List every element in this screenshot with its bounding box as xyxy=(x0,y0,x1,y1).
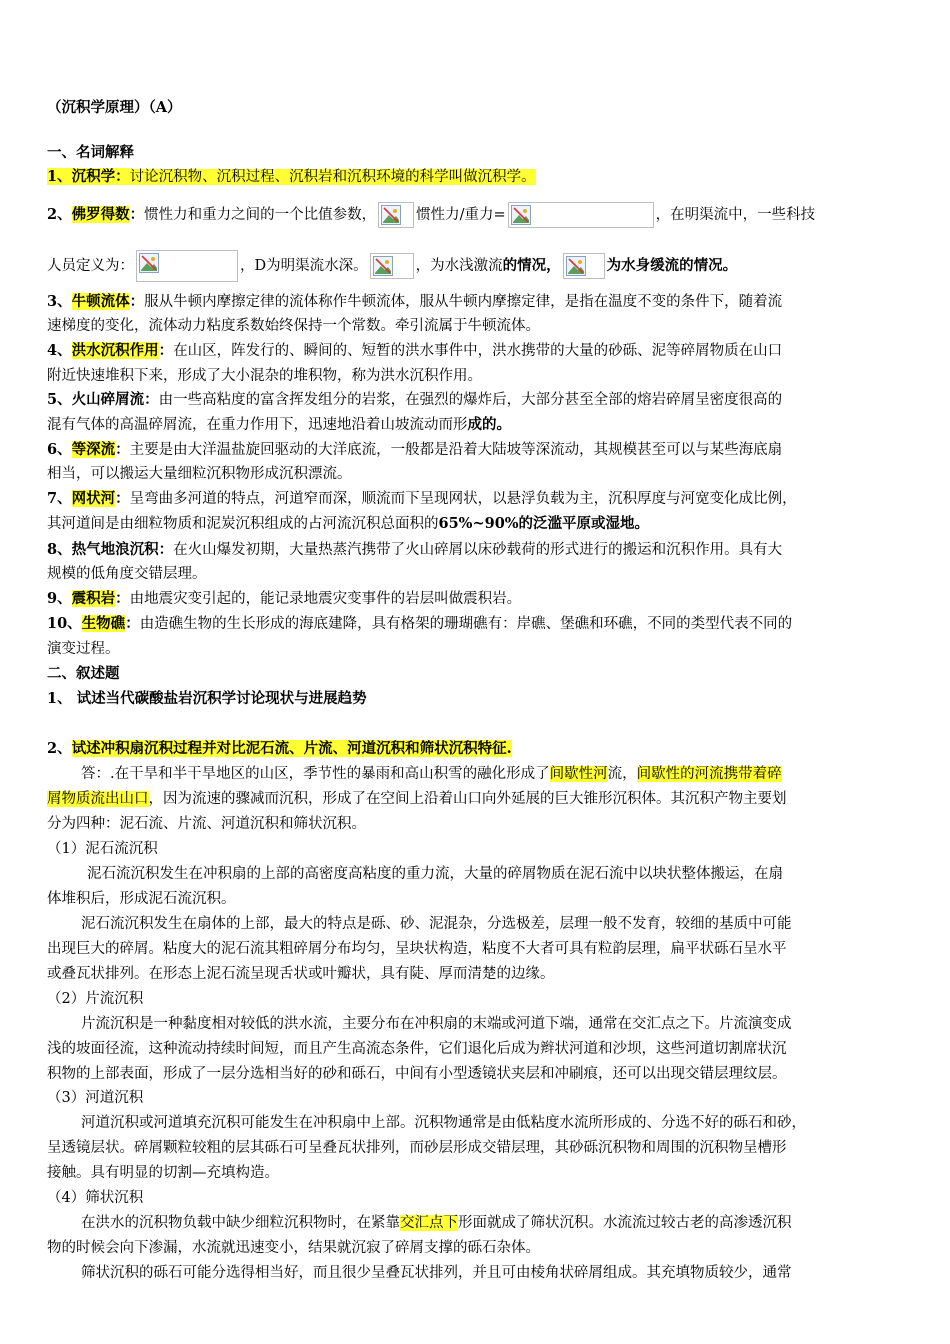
broken-image-icon xyxy=(373,256,393,276)
paragraph-line: 呈透镜层状。碎屑颗粒较粗的层其砾石可呈叠瓦状排列，而砂层形成交错层理，其砂砾沉积物和周围的沉积物呈槽形 xyxy=(47,1140,787,1156)
term-definition-8: 为水身缓流的情况。 xyxy=(606,257,738,274)
term-name: 沉积学： xyxy=(71,168,130,185)
term-definition: 惯性力和重力之间的一个比值参数， xyxy=(144,207,377,223)
section-heading-essay: 二、叙述题 xyxy=(47,665,120,682)
term-definition: 服从牛顿内摩擦定律的流体称作牛顿流体，服从牛顿内摩擦定律，是指在温度不变的条件下，随着流 xyxy=(144,294,783,310)
term-10-line-1 xyxy=(47,612,908,636)
paragraph-line xyxy=(47,1211,908,1235)
term-8-line-2: 规模的低角度交错层理。 xyxy=(47,566,207,582)
paragraph-line: 接触。具有明显的切割—充填构造。 xyxy=(47,1165,279,1181)
term-definition-bold: 成的。 xyxy=(467,416,511,433)
term-9 xyxy=(47,587,908,611)
term-definition: 呈弯曲多河道的特点，河道窄而深，顺流而下呈现网状，以悬浮负载为主，沉积厚度与河宽变化成比例， xyxy=(129,491,797,507)
term-name: 生物礁 xyxy=(81,615,126,632)
term-definition: 在火山爆发初期，大量热蒸汽携带了火山碎屑以床砂载荷的形式进行的搬运和沉积作用。具有大 xyxy=(173,542,783,558)
term-number: 2、 xyxy=(47,206,72,223)
term-number: 8、 xyxy=(47,541,72,558)
paragraph-line: 河道沉积或河道填充沉积可能发生在冲积扇中上部。沉积物通常是由低粘度水流所形成的、分选不好的砾石和砂， xyxy=(81,1115,806,1131)
term-colon: ： xyxy=(144,391,159,408)
term-definition-bold: 65%~90%的泛滥平原或湿地。 xyxy=(438,515,650,532)
broken-image-icon xyxy=(511,205,531,225)
answer-text: 答：.在干旱和半干旱地区的山区，季节性的暴雨和高山积雪的融化形成了 xyxy=(81,766,550,782)
term-4-line-2: 附近快速堆积下来，形成了大小混杂的堆积物，称为洪水沉积作用。 xyxy=(47,368,482,384)
term-definition: 主要是由大洋温盐旋回驱动的大洋底流，一般都是沿着大陆坡等深流动，其规模甚至可以与某些海底扇 xyxy=(129,442,783,458)
paragraph-line: 片流沉积是一种黏度相对较低的洪水流，主要分布在冲积扇的末端或河道下端，通常在交汇点之下。片流演变成 xyxy=(81,1016,792,1032)
term-name: 等深流 xyxy=(71,441,116,458)
paragraph-line: 出现巨大的碎屑。粘度大的泥石流其粗碎屑分布均匀，呈块状构造，粘度不大者可具有粒韵层理，扁平状砾石呈水平 xyxy=(47,941,787,957)
term-definition: 混有气体的高温碎屑流，在重力作用下，迅速地沿着山坡流动而形 xyxy=(47,417,468,433)
paragraph-line: 筛状沉积的砾石可能分选得相当好，而且很少呈叠瓦状排列，并且可由棱角状碎屑组成。其充填物质较少，通常 xyxy=(81,1265,792,1281)
term-definition: 在山区，阵发行的、瞬间的、短暂的洪水事件中，洪水携带的大量的砂砾、泥等碎屑物质在山口 xyxy=(173,343,783,359)
term-3-line-1 xyxy=(47,290,908,314)
term-7-line-1 xyxy=(47,487,908,511)
paragraph-line: 浅的坡面径流，这种流动持续时间短，而且产生高流态条件，它们退化后成为辫状河道和沙坝，这些河道切割席状沉 xyxy=(47,1041,787,1057)
answer-line-2 xyxy=(47,787,908,811)
subsection-heading-4: （4）筛状沉积 xyxy=(47,1190,144,1206)
term-name: 热气地浪沉积 xyxy=(71,541,159,558)
term-name: 震积岩 xyxy=(71,590,116,607)
term-definition-2: 惯性力/重力= xyxy=(416,207,506,223)
answer-text: 流， xyxy=(607,766,637,782)
term-number: 10、 xyxy=(47,615,82,632)
term-2-line-1 xyxy=(47,201,908,229)
subsection-heading-1: （1）泥石流沉积 xyxy=(47,841,158,857)
question-1: 1、 试述当代碳酸盐岩沉积学讨论现状与进展趋势 xyxy=(47,690,367,707)
doc-title: （沉积学原理）（A） xyxy=(47,99,182,116)
term-definition-6: ，为水浅激流 xyxy=(415,258,503,274)
paragraph-line: 体堆积后，形成泥石流沉积。 xyxy=(47,891,236,907)
term-colon: ： xyxy=(115,590,130,607)
term-definition: 由地震灾变引起的，能记录地震灾变事件的岩层叫做震积岩。 xyxy=(129,591,522,607)
term-name: 洪水沉积作用 xyxy=(71,342,159,359)
term-colon: ： xyxy=(129,293,145,310)
formula-image xyxy=(378,202,414,228)
subsection-heading-2: （2）片流沉积 xyxy=(47,991,144,1007)
answer-line-1 xyxy=(47,762,908,786)
subsection-heading-3: （3）河道沉积 xyxy=(47,1090,144,1106)
question-2 xyxy=(47,737,908,761)
section-heading-terms: 一、名词解释 xyxy=(47,144,134,161)
term-colon: ： xyxy=(115,441,130,458)
answer-line-3: 分为四种：泥石流、片流、河道沉积和筛状沉积。 xyxy=(47,816,366,832)
answer-highlight: 间歇性的河流携带着碎 xyxy=(636,766,782,782)
term-1 xyxy=(47,165,908,189)
paragraph-text: 形面就成了筛状沉积。水流流过较古老的高渗透沉积 xyxy=(458,1215,792,1231)
formula-image xyxy=(508,202,654,228)
term-definition-4: 人员定义为： xyxy=(47,258,134,274)
term-definition-3: ，在明渠流中，一些科技 xyxy=(655,207,816,223)
term-6-line-2: 相当，可以搬运大量细粒沉积物形成沉积漂流。 xyxy=(47,466,352,482)
term-name: 牛顿流体 xyxy=(71,293,130,310)
term-3-line-2: 速梯度的变化，流体动力粘度系数始终保持一个常数。牵引流属于牛顿流体。 xyxy=(47,318,540,334)
paragraph-line: 泥石流沉积发生在扇体的上部，最大的特点是砾、砂、泥混杂，分选极差，层理一般不发育，较细的基质中可能 xyxy=(81,916,792,932)
formula-image xyxy=(563,253,605,279)
term-number: 3、 xyxy=(47,293,72,310)
term-number: 6、 xyxy=(47,441,72,458)
term-definition-7: 的情况， xyxy=(502,257,561,274)
term-name: 网状河 xyxy=(71,490,116,507)
term-definition: 其河道间是由细粒物质和泥炭沉积组成的占河流沉积总面积的 xyxy=(47,516,439,532)
term-name: 佛罗得数 xyxy=(71,206,130,223)
term-6-line-1 xyxy=(47,438,908,462)
term-10-line-2: 演变过程。 xyxy=(47,641,120,657)
term-name: 火山碎屑流 xyxy=(71,391,145,408)
paragraph-line: 积物的上部表面，形成了一层分选相当好的砂和砾石，中间有小型透镜状夹层和冲刷痕，还可以出现交错层理纹层。 xyxy=(47,1066,787,1082)
broken-image-icon xyxy=(566,256,586,276)
term-definition-5: ，D为明渠流水深。 xyxy=(240,258,368,274)
term-5-line-2 xyxy=(47,413,908,437)
term-7-line-2 xyxy=(47,512,908,536)
term-definition: 由造礁生物的生长形成的海底建降，具有格架的珊瑚礁有：岸礁、堡礁和环礁，不同的类型代表不同的 xyxy=(139,616,793,632)
answer-highlight: 屑物质流出山口 xyxy=(47,791,149,807)
term-colon: ： xyxy=(129,206,145,223)
term-colon: ： xyxy=(125,615,140,632)
term-definition: 讨论沉积物、沉积过程、沉积岩和沉积环境的科学叫做沉积学。 xyxy=(129,169,536,185)
paragraph-line: 泥石流沉积发生在冲积扇的上部的高密度高粘度的重力流，大量的碎屑物质在泥石流中以块状整体搬运，在扇 xyxy=(87,866,783,882)
formula-image xyxy=(136,250,238,282)
paragraph-highlight: 交汇点下 xyxy=(400,1215,458,1231)
question-text: 试述冲积扇沉积过程并对比泥石流、片流、河道沉积和筛状沉积特征. xyxy=(71,740,512,757)
term-colon: ： xyxy=(158,342,174,359)
paragraph-line: 物的时候会向下渗漏，水流就迅速变小，结果就沉寂了碎屑支撑的砾石杂体。 xyxy=(47,1240,540,1256)
term-8-line-1 xyxy=(47,538,908,562)
answer-highlight: 间歇性河 xyxy=(549,766,608,782)
term-number: 7、 xyxy=(47,490,72,507)
formula-image xyxy=(370,253,414,279)
term-number: 5、 xyxy=(47,391,72,408)
term-number: 4、 xyxy=(47,342,72,359)
term-colon: ： xyxy=(158,541,174,558)
term-4-line-1 xyxy=(47,339,908,363)
term-5-line-1 xyxy=(47,388,908,412)
broken-image-icon xyxy=(381,205,401,225)
term-2-line-2 xyxy=(47,250,908,282)
question-number: 2、 xyxy=(47,740,72,757)
term-colon: ： xyxy=(115,490,130,507)
term-number: 9、 xyxy=(47,590,72,607)
term-definition: 由一些高粘度的富含挥发组分的岩浆，在强烈的爆炸后，大部分甚至全部的熔岩碎屑呈密度很高的 xyxy=(158,392,783,408)
paragraph-line: 或叠瓦状排列。在形态上泥石流呈现舌状或叶瓣状，具有陡、厚而清楚的边缘。 xyxy=(47,966,555,982)
broken-image-icon xyxy=(139,253,159,273)
term-number: 1、 xyxy=(47,168,72,185)
answer-text: ，因为流速的骤减而沉积，形成了在空间上沿着山口向外延展的巨大锥形沉积体。其沉积产物主要划 xyxy=(148,791,787,807)
paragraph-text: 在洪水的沉积物负载中缺少细粒沉积物时，在紧靠 xyxy=(81,1215,400,1231)
